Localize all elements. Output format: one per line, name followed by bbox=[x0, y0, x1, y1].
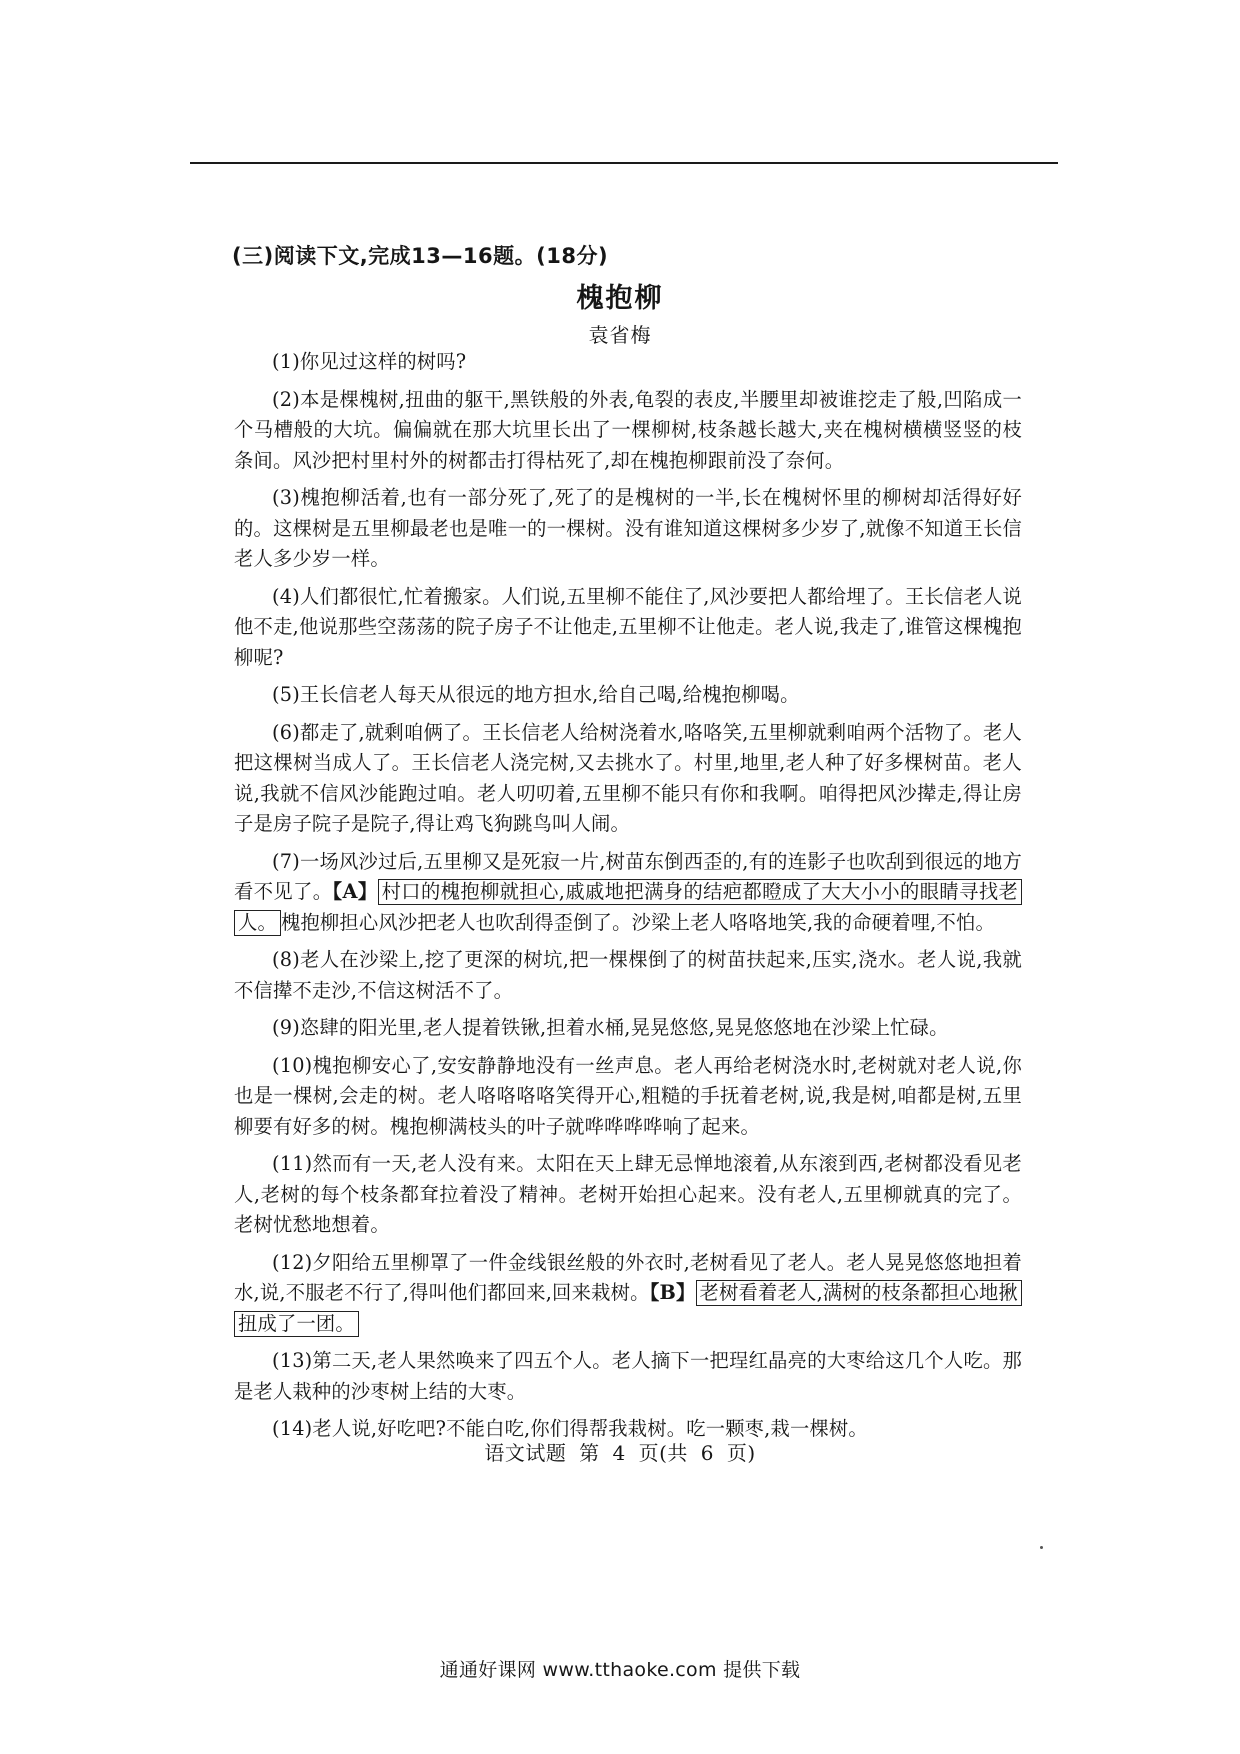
article-title: 槐抱柳 bbox=[576, 283, 664, 314]
section-heading: (三)阅读下文,完成13—16题。(18分) bbox=[232, 244, 609, 268]
paragraph-8: (8)老人在沙梁上,挖了更深的树坑,把一棵棵倒了的树苗扶起来,压实,浇水。老人说,我就不信撵不走沙,不信这树活不了。 bbox=[234, 948, 1022, 1002]
article-author: 袁省梅 bbox=[588, 323, 652, 347]
paragraph-12-before: (12)夕阳给五里柳罩了一件金线银丝般的外衣时,老树看见了老人。老人晃晃悠悠地担着水,说,不服老不行了,得叫他们都回来,回来栽树。 bbox=[234, 1250, 1022, 1304]
paragraph-1: (1)你见过这样的树吗? bbox=[272, 350, 467, 373]
marker-b: 【B】 bbox=[649, 1281, 696, 1304]
paragraph-11: (11)然而有一天,老人没有来。太阳在天上肆无忌惮地滚着,从东滚到西,老树都没看见老人,老树的每个枝条都耷拉着没了精神。老树开始担心起来。没有老人,五里柳就真的完了。老树忧愁地想着。 bbox=[234, 1152, 1022, 1236]
download-source-footer: 通通好课网 www.tthaoke.com 提供下载 bbox=[439, 1659, 801, 1681]
page-number-footer: 语文试题 第 4 页(共 6 页) bbox=[484, 1441, 756, 1465]
paragraph-2: (2)本是棵槐树,扭曲的躯干,黑铁般的外表,龟裂的表皮,半腰里却被谁挖走了般,凹陷成一个马槽般的大坑。偏偏就在那大坑里长出了一棵柳树,枝条越长越大,夹在槐树横横竖竖的枝条间。风沙把村里村外的树都击打得枯死了,却在槐抱柳跟前没了奈何。 bbox=[234, 387, 1022, 472]
article-body bbox=[234, 347, 1022, 1452]
paragraph-9: (9)恣肆的阳光里,老人提着铁锹,担着水桶,晃晃悠悠,晃晃悠悠地在沙梁上忙碌。 bbox=[272, 1016, 949, 1039]
paragraph-5: (5)王长信老人每天从很远的地方担水,给自己喝,给槐抱柳喝。 bbox=[272, 683, 800, 706]
paragraph-12 bbox=[234, 1248, 1022, 1340]
paragraph-3: (3)槐抱柳活着,也有一部分死了,死了的是槐树的一半,长在槐树怀里的柳树却活得好好的。这棵树是五里柳最老也是唯一的一棵树。没有谁知道这棵树多少岁了,就像不知道王长信老人多少岁一样。 bbox=[234, 486, 1022, 570]
boxed-sentence-b: 老树看着老人,满树的枝条都担心地揪扭成了一团。 bbox=[234, 1280, 1022, 1337]
top-rule bbox=[190, 162, 1058, 164]
paragraph-4: (4)人们都很忙,忙着搬家。人们说,五里柳不能住了,风沙要把人都给埋了。王长信老人说他不走,他说那些空荡荡的院子房子不让他走,五里柳不让他走。老人说,我走了,谁管这棵槐抱柳呢? bbox=[234, 584, 1022, 669]
paragraph-10: (10)槐抱柳安心了,安安静静地没有一丝声息。老人再给老树浇水时,老树就对老人说,你也是一棵树,会走的树。老人咯咯咯咯笑得开心,粗糙的手抚着老树,说,我是树,咱都是树,五里柳要有好多的树。槐抱柳满枝头的叶子就哗哗哗哗响了起来。 bbox=[234, 1053, 1022, 1138]
paragraph-7 bbox=[234, 847, 1022, 939]
paragraph-7-after: 槐抱柳担心风沙把老人也吹刮得歪倒了。沙梁上老人咯咯地笑,我的命硬着哩,不怕。 bbox=[280, 910, 995, 934]
paragraph-6: (6)都走了,就剩咱俩了。王长信老人给树浇着水,咯咯笑,五里柳就剩咱两个活物了。老人把这棵树当成人了。王长信老人浇完树,又去挑水了。村里,地里,老人种了好多棵树苗。老人说,我就不信风沙能跑过咱。老人叨叨着,五里柳不能只有你和我啊。咱得把风沙撵走,得让房子是房子院子是院子,得让鸡飞狗跳鸟叫人闹。 bbox=[234, 720, 1022, 835]
scan-speck bbox=[1040, 1546, 1043, 1549]
marker-a: 【A】 bbox=[332, 880, 378, 903]
boxed-sentence-a: 村口的槐抱柳就担心,戚戚地把满身的结疤都瞪成了大大小小的眼睛寻找老人。 bbox=[234, 879, 1022, 936]
paragraph-7-before: (7)一场风沙过后,五里柳又是死寂一片,树苗东倒西歪的,有的连影子也吹刮到很远的地方看不见了。 bbox=[234, 849, 1022, 903]
paragraph-13: (13)第二天,老人果然唤来了四五个人。老人摘下一把珵红晶亮的大枣给这几个人吃。那是老人栽种的沙枣树上结的大枣。 bbox=[234, 1349, 1022, 1403]
paragraph-14: (14)老人说,好吃吧?不能白吃,你们得帮我栽树。吃一颗枣,栽一棵树。 bbox=[272, 1417, 868, 1440]
